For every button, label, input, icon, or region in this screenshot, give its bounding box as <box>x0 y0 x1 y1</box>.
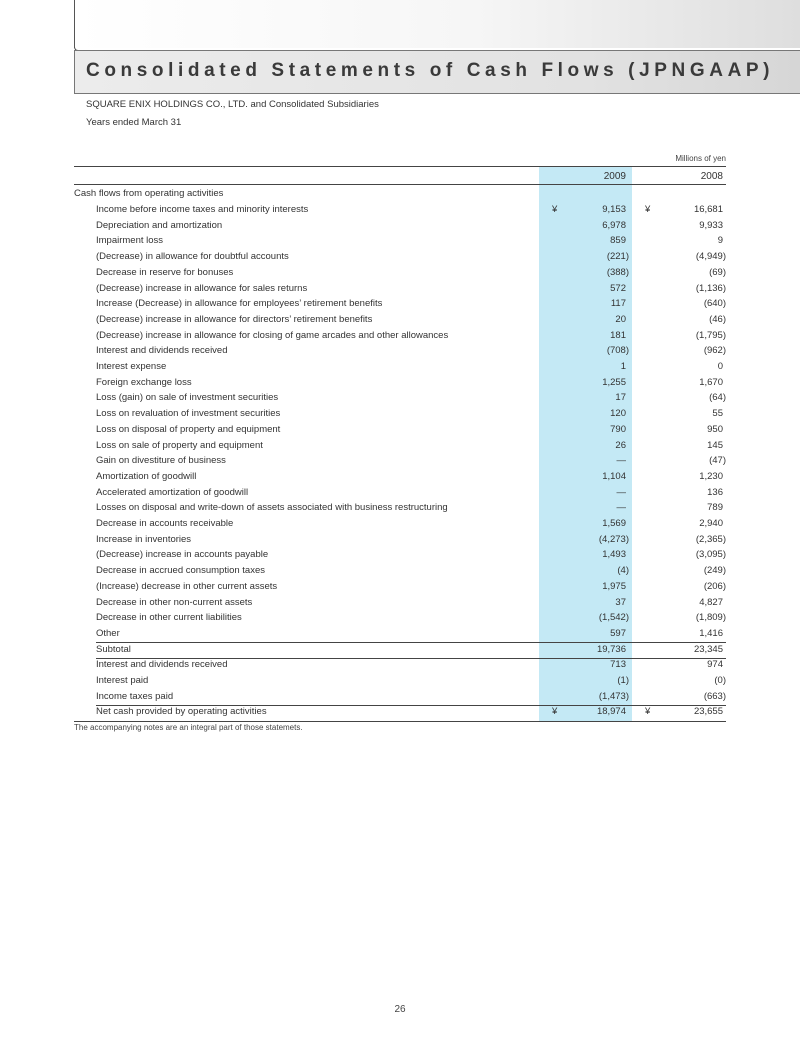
row-label: Loss on disposal of property and equipment <box>96 423 281 435</box>
cell-2009: (388) <box>606 266 629 278</box>
table-row <box>0 233 800 249</box>
units-label: Millions of yen <box>675 154 726 163</box>
table-row <box>0 516 800 532</box>
cell-2009: 859 <box>610 235 626 247</box>
yen-symbol: ¥ <box>645 706 651 718</box>
row-label: Income before income taxes and minority interests <box>96 204 309 215</box>
table-row <box>0 532 800 548</box>
table-row <box>0 438 800 454</box>
cell-2008: (640) <box>703 298 726 310</box>
table-row <box>0 296 800 312</box>
table-row <box>0 673 800 689</box>
table-row <box>0 500 800 516</box>
yen-symbol: ¥ <box>552 204 558 215</box>
cell-2009: 18,974 <box>596 706 626 718</box>
row-label: Amortization of goodwill <box>96 470 197 482</box>
cell-2009: 17 <box>615 392 626 404</box>
row-label: (Decrease) in allowance for doubtful accounts <box>96 251 289 263</box>
row-label: Losses on disposal and write-down of assets associated with business restructuring <box>96 502 448 514</box>
cell-2009: 1,493 <box>602 549 626 561</box>
row-label: Decrease in accrued consumption taxes <box>96 565 265 577</box>
row-label: Increase (Decrease) in allowance for employees’ retirement benefits <box>96 298 383 310</box>
row-label: (Decrease) increase in allowance for sales returns <box>96 282 308 294</box>
cell-2008: (69) <box>709 266 726 278</box>
table-row <box>0 218 800 234</box>
company-name: SQUARE ENIX HOLDINGS CO., LTD. and Consolidated Subsidiaries <box>86 99 379 110</box>
row-label: Decrease in other non-current assets <box>96 596 253 608</box>
footnote: The accompanying notes are an integral part of those statemets. <box>74 723 303 732</box>
table-row <box>0 610 800 626</box>
cell-2008: 2,940 <box>699 518 723 529</box>
cell-2008: (2,365) <box>695 533 726 545</box>
cell-2008: 789 <box>707 502 723 514</box>
cell-2008: (47) <box>709 455 726 467</box>
cell-2009: (1,542) <box>598 612 629 624</box>
period-label: Years ended March 31 <box>86 117 182 128</box>
row-label: Other <box>96 627 120 639</box>
cell-2009: 26 <box>615 439 626 451</box>
table-row <box>0 202 800 218</box>
row-label: (Decrease) increase in allowance for directors’ retirement benefits <box>96 313 373 325</box>
cell-2008: 1,416 <box>699 627 723 639</box>
row-label: Net cash provided by operating activities <box>96 706 267 718</box>
table-row <box>0 359 800 375</box>
row-label: Loss (gain) on sale of investment securities <box>96 392 279 404</box>
cell-2009: 9,153 <box>602 204 626 215</box>
cell-2008: 950 <box>707 423 723 435</box>
cell-2009: (1,473) <box>598 690 629 702</box>
table-row <box>0 579 800 595</box>
cell-2009: (1) <box>617 675 629 686</box>
cell-2008: (1,795) <box>695 329 726 341</box>
cell-2008: (249) <box>703 565 726 577</box>
row-label: Decrease in other current liabilities <box>96 612 242 624</box>
column-header-2008: 2008 <box>700 171 723 182</box>
cell-2009: — <box>616 455 626 467</box>
cell-2009: 572 <box>610 282 626 294</box>
cell-2009: (708) <box>606 345 629 357</box>
cell-2008: (4,949) <box>695 251 726 263</box>
table-bottom-rule <box>74 721 726 722</box>
row-label: Loss on sale of property and equipment <box>96 439 263 451</box>
cell-2008: 974 <box>707 659 723 671</box>
page-title: Consolidated Statements of Cash Flows (JPNGAAP) <box>86 60 775 81</box>
cell-2009: 117 <box>610 298 626 310</box>
yen-symbol: ¥ <box>645 204 651 215</box>
cell-2009: 1,104 <box>602 470 626 482</box>
cell-2009: — <box>616 502 626 514</box>
row-divider <box>96 642 726 643</box>
row-label: Income taxes paid <box>96 690 174 702</box>
cell-2009: 6,978 <box>602 219 626 231</box>
table-row <box>0 485 800 501</box>
row-label: Decrease in accounts receivable <box>96 518 234 529</box>
cell-2008: (1,136) <box>695 282 726 294</box>
cell-2009: 37 <box>615 596 626 608</box>
yen-symbol: ¥ <box>552 706 558 718</box>
table-row <box>0 704 800 720</box>
cell-2008: (663) <box>703 690 726 702</box>
cell-2008: 4,827 <box>699 596 723 608</box>
cell-2008: 0 <box>717 361 723 372</box>
cell-2009: (4) <box>617 565 629 577</box>
table-row <box>0 626 800 642</box>
cell-2009: 597 <box>610 627 626 639</box>
table-row <box>0 453 800 469</box>
cell-2008: (3,095) <box>695 549 726 561</box>
cell-2008: (46) <box>709 313 726 325</box>
header-bottom-rule <box>74 184 726 185</box>
row-label: Loss on revaluation of investment securities <box>96 408 281 420</box>
cell-2009: 120 <box>610 408 626 420</box>
cell-2008: 16,681 <box>693 204 723 215</box>
table-row <box>0 469 800 485</box>
row-label: Depreciation and amortization <box>96 219 223 231</box>
page-number: 26 <box>394 1004 406 1015</box>
table-row <box>0 265 800 281</box>
cell-2008: 136 <box>707 486 723 498</box>
cell-2008: 1,670 <box>699 376 723 388</box>
cell-2008: (1,809) <box>695 612 726 624</box>
cell-2009: 1,255 <box>602 376 626 388</box>
cell-2008: (64) <box>709 392 726 404</box>
table-row <box>0 422 800 438</box>
cell-2009: (4,273) <box>598 533 629 545</box>
table-row <box>0 249 800 265</box>
cell-2008: 23,345 <box>693 643 723 655</box>
section-heading: Cash flows from operating activities <box>74 188 224 199</box>
cell-2009: (221) <box>606 251 629 263</box>
table-row <box>0 343 800 359</box>
table-row <box>0 547 800 563</box>
cell-2008: 55 <box>712 408 723 420</box>
cell-2009: 1,569 <box>602 518 626 529</box>
table-row <box>0 689 800 705</box>
cell-2009: 20 <box>615 313 626 325</box>
cell-2009: — <box>616 486 626 498</box>
row-label: (Decrease) increase in accounts payable <box>96 549 269 561</box>
row-label: Interest paid <box>96 675 149 686</box>
row-label: (Increase) decrease in other current assets <box>96 580 278 592</box>
cell-2009: 713 <box>610 659 626 671</box>
cell-2008: 145 <box>707 439 723 451</box>
table-row <box>0 595 800 611</box>
cell-2008: 1,230 <box>699 470 723 482</box>
row-label: Impairment loss <box>96 235 164 247</box>
table-row <box>0 390 800 406</box>
cell-2008: (206) <box>703 580 726 592</box>
cell-2008: (0) <box>714 675 726 686</box>
row-label: Foreign exchange loss <box>96 376 192 388</box>
row-divider <box>96 658 726 659</box>
cell-2009: 181 <box>610 329 626 341</box>
cell-2009: 19,736 <box>596 643 626 655</box>
cell-2009: 790 <box>610 423 626 435</box>
cell-2008: (962) <box>703 345 726 357</box>
section-heading-row <box>0 186 800 202</box>
row-label: Accelerated amortization of goodwill <box>96 486 249 498</box>
cell-2008: 9,933 <box>699 219 723 231</box>
cell-2009: 1 <box>620 361 626 372</box>
table-row <box>0 657 800 673</box>
cell-2009: 1,975 <box>602 580 626 592</box>
row-label: Interest expense <box>96 361 167 372</box>
row-label: Increase in inventories <box>96 533 192 545</box>
row-label: Interest and dividends received <box>96 345 228 357</box>
table-row <box>0 328 800 344</box>
row-label: Decrease in reserve for bonuses <box>96 266 234 278</box>
row-label: (Decrease) increase in allowance for closing of game arcades and other allowances <box>96 329 449 341</box>
row-divider <box>96 705 726 706</box>
row-label: Subtotal <box>96 643 131 655</box>
cell-2008: 9 <box>717 235 723 247</box>
table-row <box>0 312 800 328</box>
table-top-rule <box>74 166 726 167</box>
table-row <box>0 375 800 391</box>
cell-2008: 23,655 <box>693 706 723 718</box>
row-label: Interest and dividends received <box>96 659 228 671</box>
table-row <box>0 406 800 422</box>
table-row <box>0 281 800 297</box>
table-row <box>0 563 800 579</box>
header-bar <box>74 0 800 48</box>
table-row <box>0 642 800 658</box>
column-header-2009: 2009 <box>603 171 626 182</box>
row-label: Gain on divestiture of business <box>96 455 226 467</box>
